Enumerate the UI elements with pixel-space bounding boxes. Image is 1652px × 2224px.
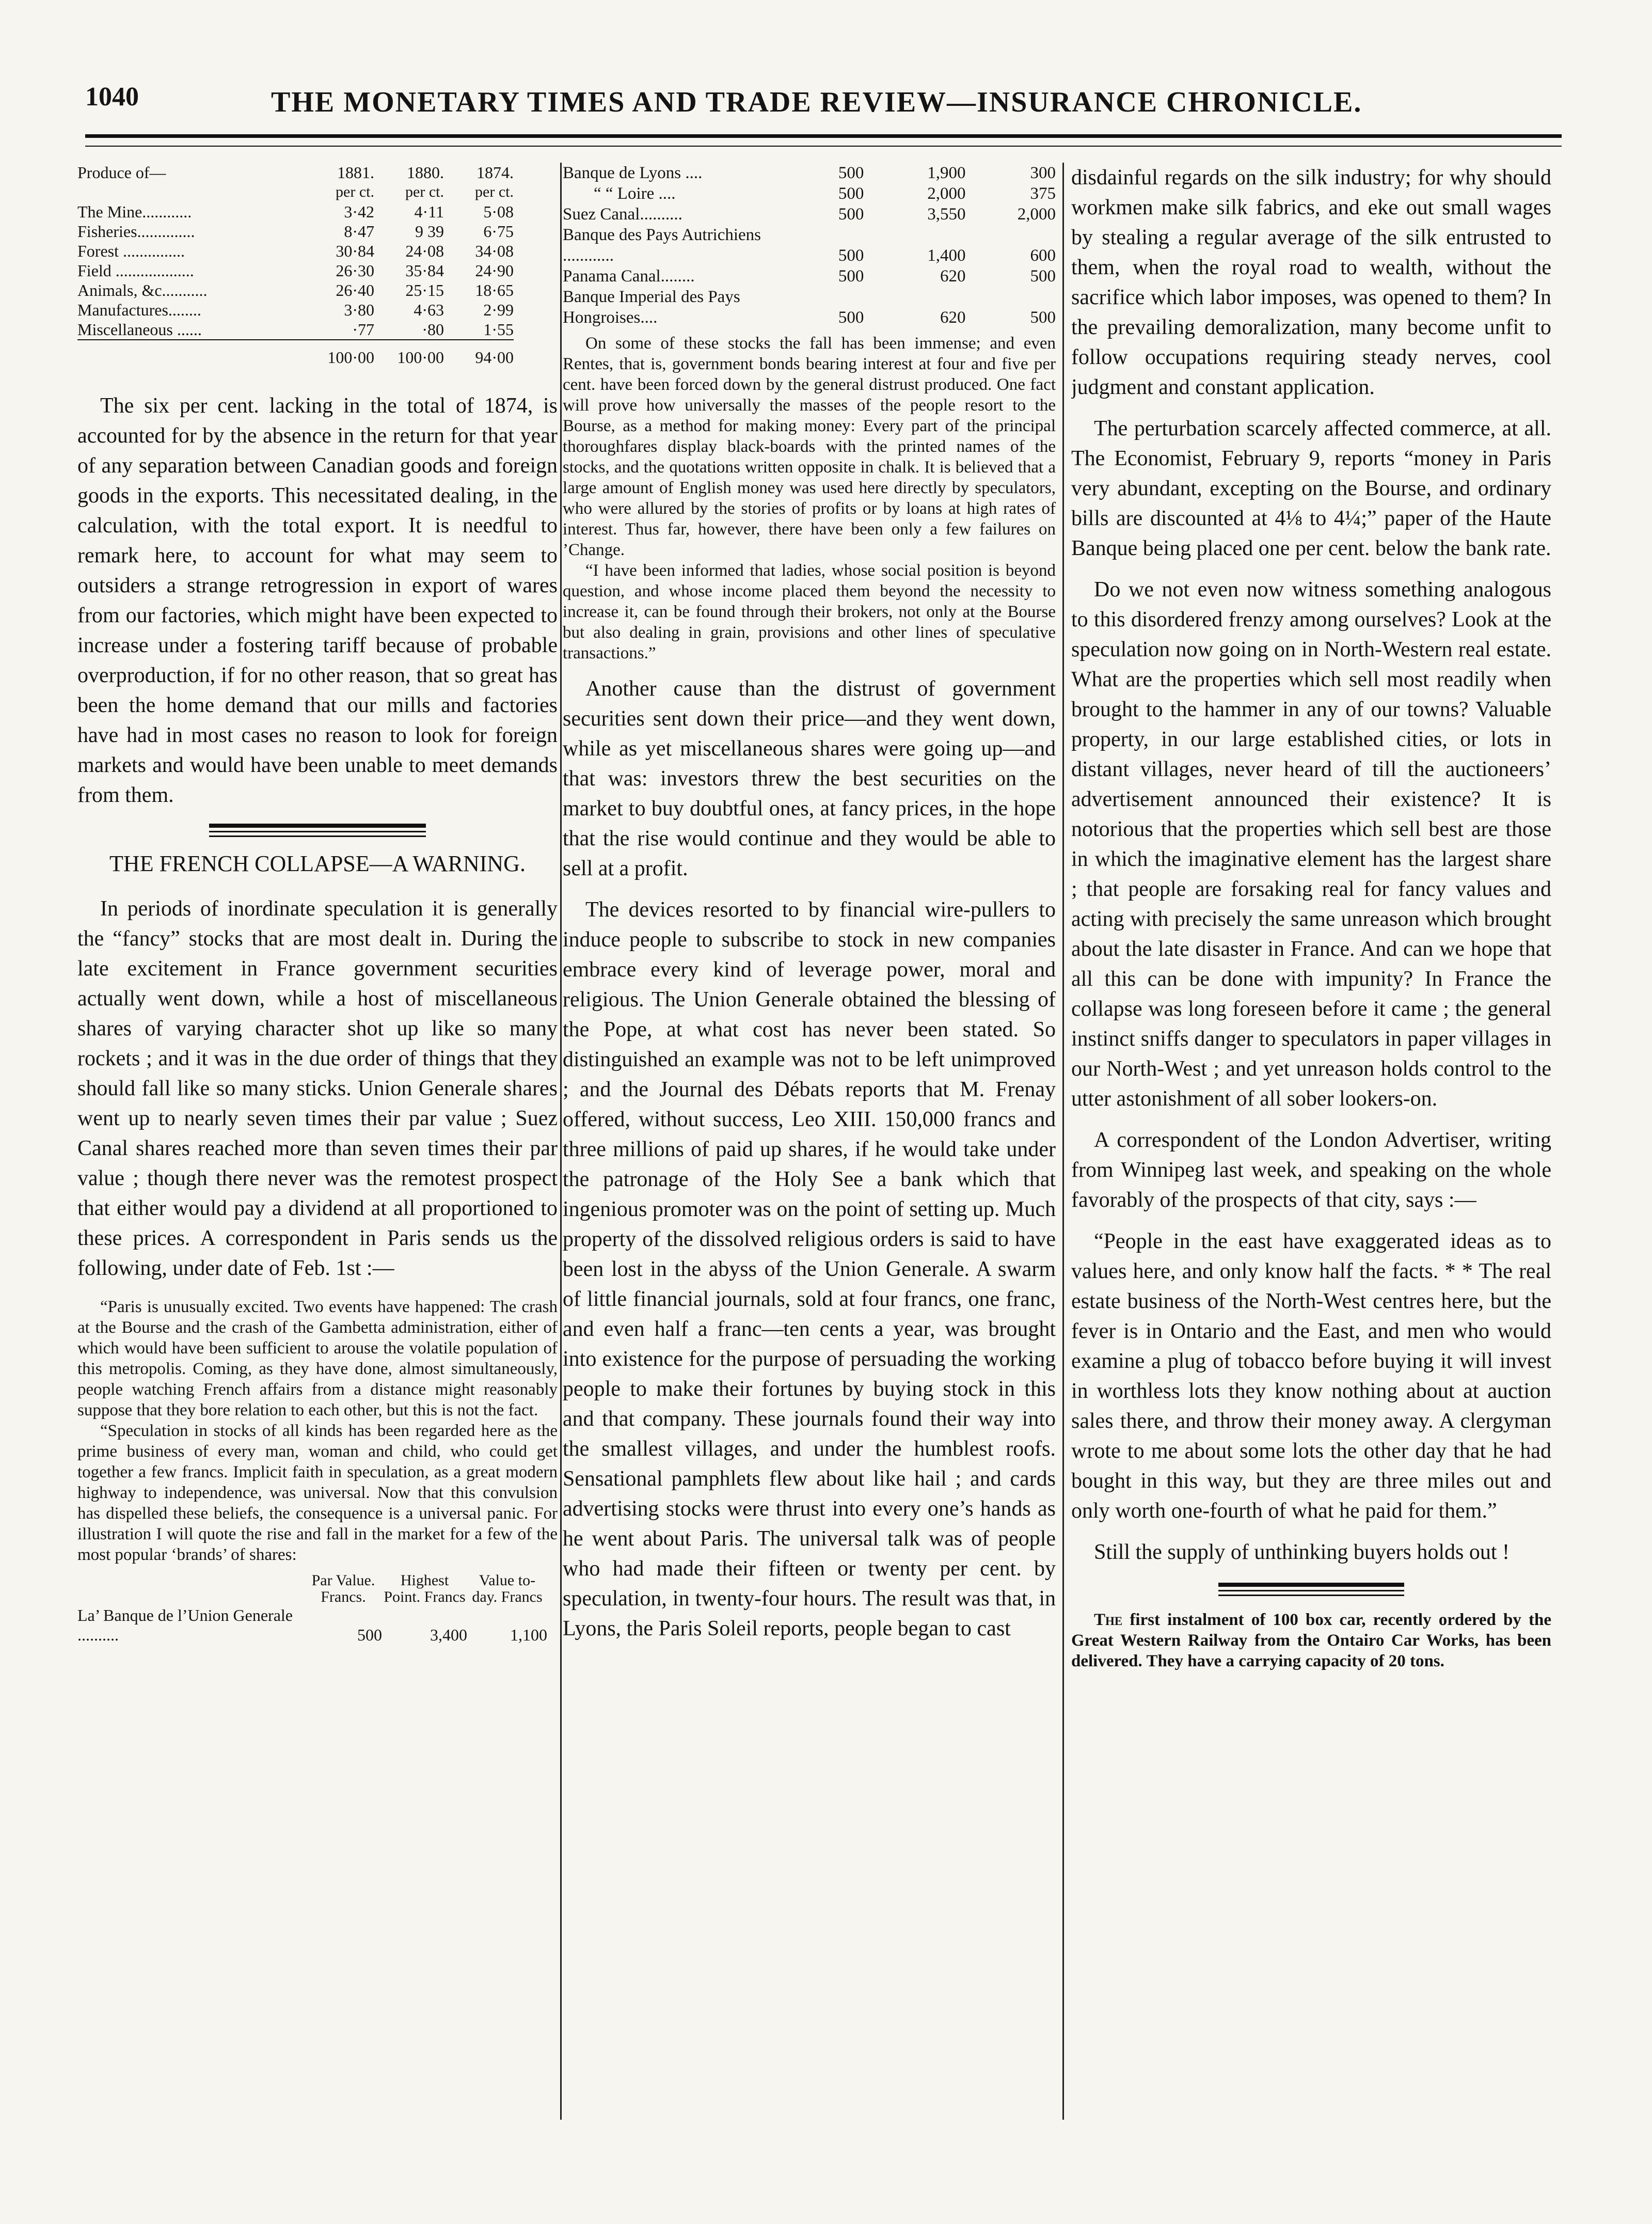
column-3 (1071, 163, 1551, 2166)
cell: 2,000 (927, 184, 966, 203)
cell: 1·55 (483, 320, 514, 339)
table-row (563, 183, 1056, 204)
quoted-paragraph: “Speculation in stocks of all kinds has been regarded here as the prime business of every man, woman and child, who could get together a few francs. Implicit faith in speculation, as a great modern highway to independence, was universal. Now that this convulsion has dispelled these beliefs, the consequence is a universal panic. For illustration I will quote the rise and fall in the market for a few of the most popular ‘brands’ of shares: (77, 1422, 558, 1564)
row-label: The Mine............ (77, 202, 192, 221)
running-head: THE MONETARY TIMES AND TRADE REVIEW—INSURANCE CHRONICLE. (271, 86, 1362, 118)
table-row (77, 300, 514, 320)
cell: 500 (838, 308, 864, 327)
quoted-paragraph: “Paris is unusually excited. Two events have happened: The crash at the Bourse and the crash of the Gambetta administration, either of which would have been sufficient to arouse the volatile population of this metropolis. Coming, as they have done, almost simultaneously, people watching French affairs from a distance might reasonably suppose that they bore relation to each other, but this is not the fact. (77, 1298, 558, 1419)
column-rule-right (1062, 163, 1064, 2120)
column-rule-left (560, 163, 562, 2120)
cell: 1,400 (927, 246, 966, 265)
row-label: “ “ Loire .... (594, 184, 676, 203)
header-rule-thin (85, 146, 1562, 147)
cell: 500 (838, 164, 864, 182)
paragraph: disdainful regards on the silk industry; for why should workmen make silk fabrics, and eke out small wages by stealing a regular average of the silk entrusted to them, when the royal road to wealth, without the sacrifice which labor imposes, was opened to them? In the prevailing demoralization, many become unfit to follow occupations requiring steady nerves, cool judgment and constant application. (1071, 166, 1551, 399)
unit-header: per ct. (336, 183, 374, 200)
row-label: Animals, &c........... (77, 281, 208, 299)
table-row (77, 261, 514, 280)
note-text: first instalment of 100 box car, recently ordered by the Great Western Railway from the Ontairo Car Works, has been delivered. They have a carrying capacity of 20 tons. (1071, 1611, 1551, 1670)
table-row (77, 241, 514, 261)
cell: 26·30 (336, 261, 374, 280)
cell: 24·90 (475, 261, 514, 280)
produce-label: Produce of— (77, 163, 166, 182)
paragraph: A correspondent of the London Advertiser, writing from Winnipeg last week, and speaking on the whole favorably of the prospects of that city, says :— (1071, 1128, 1551, 1212)
cell: 500 (838, 246, 864, 265)
row-label: Manufactures........ (77, 301, 201, 319)
total-cell: 100·00 (374, 340, 444, 367)
table-row (77, 1605, 547, 1645)
paragraph: The six per cent. lacking in the total of 1874, is accounted for by the absence in the return for that year of any separation between Canadian goods and foreign goods in the exports. This necessitated dealing, in the calculation, with the total export. It is needful to remark here, to account for what may seem to outsiders a strange retrogression in export of wares from our factories, which might have been expected to increase under a fostering tariff because of probable overproduction, if for no other reason, that so great has been the home demand that our mills and factories have had in most cases no reason to look for foreign markets and would have been unable to meet demands from them. (77, 394, 558, 807)
paragraph: The devices resorted to by financial wire-pullers to induce people to subscribe to stock in new companies embrace every kind of leverage power, moral and religious. The Union Generale obtained the blessing of the Pope, at what cost has never been stated. So distinguished an example was not to be left unimproved ; and the Journal des Débats reports that M. Frenay offered, without success, Leo XIII. 150,000 francs and three millions of paid up shares, if he would take under the patronage of the Holy See a bank which that ingenious promoter was on the point of setting up. Much property of the dissolved religious orders is said to have been lost in the abyss of the Union Generale. A swarm of little financial journals, sold at four francs, one franc, and even half a franc—ten cents a year, was brought into existence for the purpose of persuading the working people to make their fortunes by buying stock in this and that company. These journals found their way into the smallest villages, and under the humblest roofs. Sensational pamphlets flew about like hail ; and cards advertising stocks were thrust into every one’s hands as he went about Paris. The universal talk was of people who had made their fifteen or twenty per cent. by speculation, in twenty-four hours. The result was that, in Lyons, the Paris Soleil reports, people began to cast (563, 898, 1056, 1641)
cell: 6·75 (483, 222, 514, 241)
column-2 (563, 163, 1056, 2166)
unit-header: per ct. (405, 183, 444, 200)
table-row (563, 225, 1056, 266)
row-label: Banque Imperial des Pays Hongroises.... (563, 288, 740, 327)
year-header: 1881. (337, 163, 374, 182)
cell: 620 (940, 267, 966, 286)
cell: 300 (1030, 164, 1056, 182)
year-header: 1880. (407, 163, 444, 182)
page-number: 1040 (85, 82, 139, 112)
totals-row (77, 340, 514, 367)
cell: 4·63 (414, 301, 444, 319)
cell: 500 (838, 205, 864, 224)
row-label: Panama Canal........ (563, 267, 695, 286)
table-row (563, 287, 1056, 328)
paragraph: The perturbation scarcely affected commerce, at all. The Economist, February 9, reports “money in Paris very abundant, excepting on the Bourse, and ordinary bills are discounted at 4⅛ to 4¼;” paper of the Haute Banque being placed one per cent. below the bank rate. (1071, 417, 1551, 560)
year-header: 1874. (476, 163, 514, 182)
cell: 3,550 (927, 205, 966, 224)
cell: 500 (838, 267, 864, 286)
cell: 24·08 (405, 242, 444, 260)
cell: ·80 (422, 320, 444, 339)
page-header (85, 82, 1567, 138)
cell: 4·11 (414, 202, 444, 221)
cell: 600 (1030, 246, 1056, 265)
quoted-paragraph: “People in the east have exaggerated ideas as to values here, and only know half the facts. * * The real estate business of the North-West centres here, but the fever is in Ontario and the East, and men who would examine a plug of tobacco before buying it will invest in worthless lots they know nothing about at auction sales there, and throw their money away. A clergyman wrote to me about some lots the other day that he had bought in this way, but they are three miles out and only worth one-fourth of what he paid for them.” (1071, 1229, 1551, 1523)
cell: 2·99 (483, 301, 514, 319)
column-header: Value to-day. Francs (472, 1572, 543, 1605)
table-row (563, 204, 1056, 225)
cell: 5·08 (483, 202, 514, 221)
cell: 3·42 (344, 202, 374, 221)
unit-header: per ct. (475, 183, 514, 200)
table-row (77, 280, 514, 300)
cell: 3·80 (344, 301, 374, 319)
table-row (563, 163, 1056, 183)
note-lead-word: The (1094, 1611, 1123, 1629)
article-title: THE FRENCH COLLAPSE—A WARNING. (109, 851, 526, 876)
cell: 1,100 (510, 1626, 547, 1644)
total-cell: 94·00 (444, 340, 514, 367)
column-header: Par Value. Francs. (311, 1572, 375, 1605)
cell: 1,900 (927, 164, 966, 182)
total-cell: 100·00 (305, 340, 374, 367)
row-label: Fisheries.............. (77, 222, 195, 241)
row-label: La’ Banque de l’Union Generale .......... (77, 1606, 293, 1644)
cell: 500 (1030, 308, 1056, 327)
cell: 500 (357, 1626, 382, 1644)
row-label: Suez Canal.......... (563, 205, 682, 224)
news-note (1071, 1610, 1551, 1671)
cell: 25·15 (405, 281, 444, 299)
table-row (77, 202, 514, 222)
paragraph: Another cause than the distrust of government securities sent down their price—and they went down, while as yet miscellaneous shares were going up—and that was: investors threw the best securities on the market to buy doubtful ones, at fancy prices, in the hope that the rise would continue and they would be able to sell at a profit. (563, 677, 1056, 880)
table-row (77, 222, 514, 241)
paragraph: In periods of inordinate speculation it is generally the “fancy” stocks that are most dealt in. During the late excitement in France government securities actually went down, while a host of miscellaneous shares of varying character shot up like so many rockets ; and it was in the due order of things that they should fall like so many sticks. Union Generale shares went up to nearly seven times their par value ; Suez Canal shares reached more than seven times their par value ; though there never was the remotest prospect that either would pay a dividend at all proportioned to these prices. A correspondent in Paris sends us the following, under date of Feb. 1st :— (77, 897, 558, 1280)
column-1 (77, 163, 558, 2166)
section-divider (209, 824, 426, 837)
row-label: Banque de Lyons .... (563, 164, 703, 182)
cell: 500 (838, 184, 864, 203)
cell: ·77 (352, 320, 374, 339)
cell: 35·84 (405, 261, 444, 280)
cell: 375 (1030, 184, 1056, 203)
header-rule-thick (85, 134, 1562, 138)
cell: 620 (940, 308, 966, 327)
table-row (563, 266, 1056, 287)
paragraph: Still the supply of unthinking buyers holds out ! (1094, 1540, 1510, 1564)
row-label: Banque des Pays Autrichiens ............ (563, 226, 761, 265)
paragraph: Do we not even now witness something analogous to this disordered frenzy among ourselves? Look at the speculation now going on in North-Western real estate. What are the properties which sell most readily when brought to the hammer in any of our towns? Valuable property, in our large established cities, or lots in distant villages, never heard of till the auctioneers’ advertisement announced their existence? It is notorious that the properties which sell best are those in which the imaginative element has the largest share ; that people are forsaking real for fancy values and acting with precisely the same unreason which brought about the late disaster in France. And can we hope that all this can be done with impunity? In France the collapse was long foreseen before it came ; the general instinct sniffs danger to speculators in paper villages in our North-West ; and yet unreason holds control to the utter astonishment of all sober lookers-on. (1071, 578, 1551, 1111)
row-label: Field ................... (77, 261, 194, 280)
quoted-paragraph: On some of these stocks the fall has been immense; and even Rentes, that is, government bonds bearing interest at four and five per cent. have been forced down by the general distrust produced. One fact will prove how universally the masses of the people resort to the Bourse, as a method for making money: Every part of the principal thoroughfares display black-boards with the printed names of the stocks, and the quotations written opposite in chalk. It is believed that a large amount of English money was used here directly by speculators, who were allured by the stories of profits or by loans at high rates of interest. Thus far, however, there have been only a few failures on ’Change. (563, 334, 1056, 559)
column-header: Highest Point. Francs (384, 1572, 466, 1605)
share-price-table-continued (563, 163, 1056, 328)
quoted-paragraph: “I have been informed that ladies, whose social position is beyond question, and whose income placed them beyond the necessity to increase it, can be found through their brokers, not only at the Bourse but also dealing in grain, provisions and other lines of speculative transactions.” (563, 561, 1056, 663)
section-divider (1218, 1583, 1404, 1596)
cell: 8·47 (344, 222, 374, 241)
cell: 18·65 (475, 281, 514, 299)
cell: 34·08 (475, 242, 514, 260)
table-row (77, 320, 514, 340)
cell: 500 (1030, 267, 1056, 286)
cell: 2,000 (1017, 205, 1056, 224)
cell: 30·84 (336, 242, 374, 260)
share-price-table (77, 1572, 547, 1645)
cell: 9 39 (415, 222, 444, 241)
produce-table (77, 163, 514, 367)
row-label: Miscellaneous ...... (77, 320, 202, 339)
cell: 3,400 (430, 1626, 467, 1644)
row-label: Forest ............... (77, 242, 185, 260)
cell: 26·40 (336, 281, 374, 299)
